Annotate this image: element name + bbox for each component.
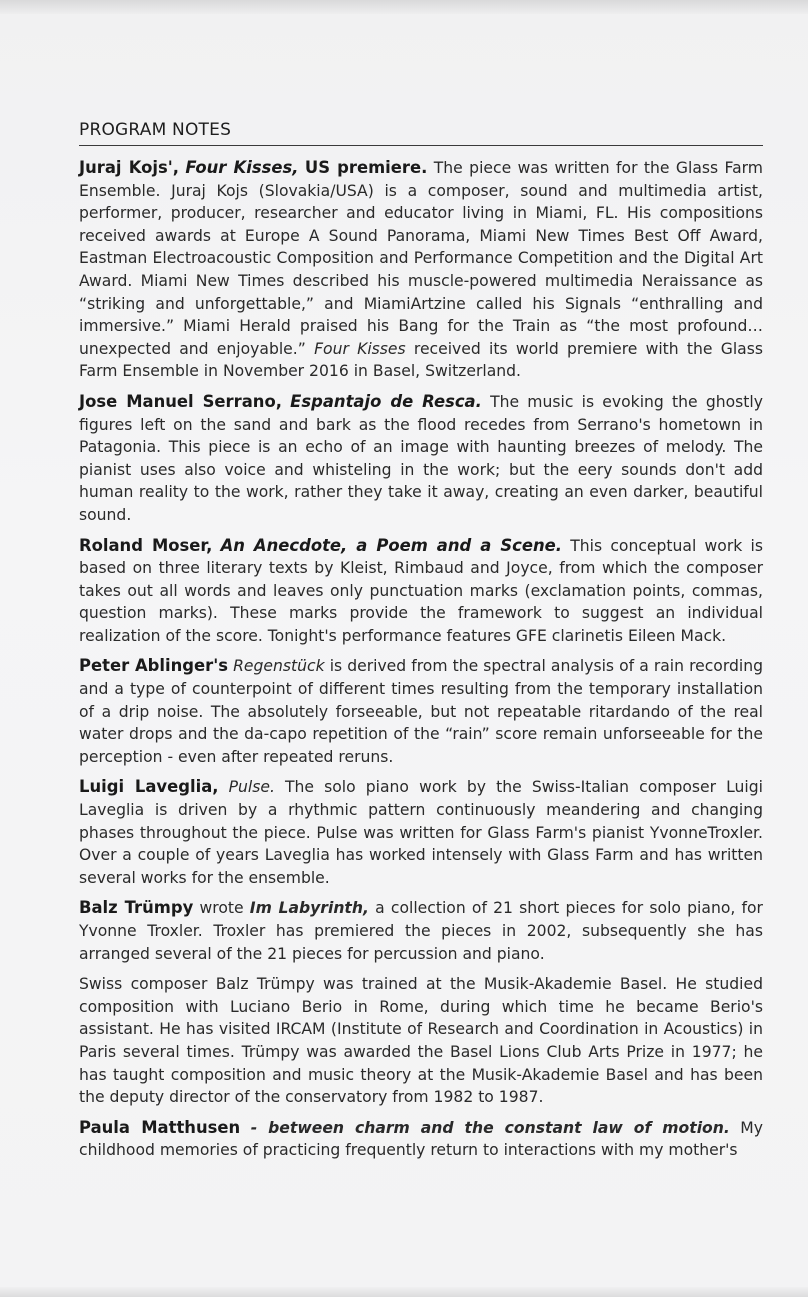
composer-name: Juraj Kojs', bbox=[79, 158, 179, 177]
note-text: a collection of 21 short pieces for solo piano, for Yvonne Troxler. Troxler has premiered the pieces in 2002, subsequently she has arranged several of the 21 pieces for percussion and piano. bbox=[79, 899, 763, 963]
note-truempy-bio bbox=[79, 973, 763, 1109]
note-text: This conceptual work is based on three literary texts by Kleist, Rimbaud and Joyce, from which the composer takes out all words and leaves only punctuation marks (exclamation points, commas, question marks). These marks provide the framework to suggest an individual realization of the score. Tonight's performance features GFE clarinetis Eileen Mack. bbox=[79, 536, 763, 645]
work-title: Espantajo de Resca. bbox=[290, 391, 482, 411]
note-truempy bbox=[79, 897, 763, 965]
note-text: is derived from the spectral analysis of a rain recording and a type of counterpoint of different times resulting from the temporary installation of a drip noise. The absolutely forseeable, but not repeatable ritardando of the real water drops and the da-capo repetition of the “rain” score remain unforseeable for the perception - even after repeated reruns. bbox=[79, 657, 764, 766]
note-text-continued: Swiss composer Balz Trümpy was trained at the Musik-Akademie Basel. He studied composition with Luciano Berio in Rome, during which time he became Berio's assistant. He has visited IRCAM (Institute of Research and Coordination in Acoustics) in Paris several times. Trümpy was awarded the Basel Lions Club Arts Prize in 1977; he has taught composition and music theory at the Musik-Akademie Basel and has been the deputy director of the conservatory from 1982 to 1987. bbox=[79, 975, 763, 1107]
heading-rule bbox=[79, 145, 763, 146]
page-title: PROGRAM NOTES bbox=[79, 120, 232, 140]
composer-name: Luigi Laveglia, bbox=[79, 777, 219, 797]
composer-name: Balz Trümpy bbox=[79, 898, 194, 918]
note-text: The solo piano work by the Swiss-Italian composer Luigi Laveglia is driven by a rhythmic pattern continuously meandering and changing phases throughout the piece. Pulse was written for Glass Farm's pianist YvonneTroxler. Over a couple of years Laveglia has worked intensely with Glass Farm and has written several works for the ensemble. bbox=[79, 778, 763, 887]
note-moser bbox=[79, 535, 763, 648]
note-ablinger bbox=[79, 655, 763, 768]
note-matthusen bbox=[79, 1117, 763, 1162]
work-title: An Anecdote, a Poem and a Scene. bbox=[220, 535, 562, 555]
note-text: The music is evoking the ghostly figures left on the sand and bark as the flood recedes from Serrano's hometown in Patagonia. This piece is an echo of an image with haunting breezes of melody. The pianist uses also voice and whisteling in the work; but the eery sounds don't add human reality to the work, rather they take it away, creating an even darker, beautiful sound. bbox=[79, 392, 763, 524]
note-text-continued: received its world premiere with the Glass Farm Ensemble in November 2016 in Basel, Switzerland. bbox=[79, 339, 763, 381]
composer-name: Jose Manuel Serrano, bbox=[79, 391, 282, 411]
work-title: Pulse. bbox=[228, 778, 275, 797]
paper-edge-top bbox=[0, 0, 808, 14]
work-title: - between charm and the constant law of motion. bbox=[250, 1118, 730, 1137]
note-intro: wrote bbox=[199, 899, 244, 918]
work-title: Regenstück bbox=[233, 657, 325, 676]
program-notes-section bbox=[79, 120, 763, 1170]
work-title: Im Labyrinth, bbox=[249, 899, 369, 918]
composer-name: Peter Ablinger's bbox=[79, 656, 229, 676]
note-text: My childhood memories of practicing frequently return to interactions with my mother's bbox=[79, 1118, 763, 1160]
work-title-inline: Four Kisses bbox=[314, 339, 406, 358]
note-serrano bbox=[79, 391, 763, 527]
note-text: The piece was written for the Glass Farm Ensemble. Juraj Kojs (Slovakia/USA) is a composer, sound and multimedia artist, performer, producer, researcher and educator living in Miami, FL. His compositions received awards at Europe A Sound Panorama, Miami New Times Best Off Award, Eastman Electroacoustic Composition and Performance Competition and the Digital Art Award. Miami New Times described his muscle-powered multimedia Neraissance as “striking and unforgettable,” and MiamiArtzine called his Signals “enthralling and immersive.” Miami Herald praised his Bang for the Train as “the most profound… unexpected and enjoyable.” bbox=[79, 159, 763, 358]
paper-edge-bottom bbox=[0, 1287, 808, 1297]
note-laveglia bbox=[79, 776, 763, 889]
note-kojs bbox=[79, 157, 763, 383]
premiere-label: US premiere. bbox=[304, 158, 428, 177]
work-title: Four Kisses, bbox=[185, 158, 299, 177]
composer-name: Paula Matthusen bbox=[79, 1117, 241, 1137]
composer-name: Roland Moser, bbox=[79, 535, 213, 555]
